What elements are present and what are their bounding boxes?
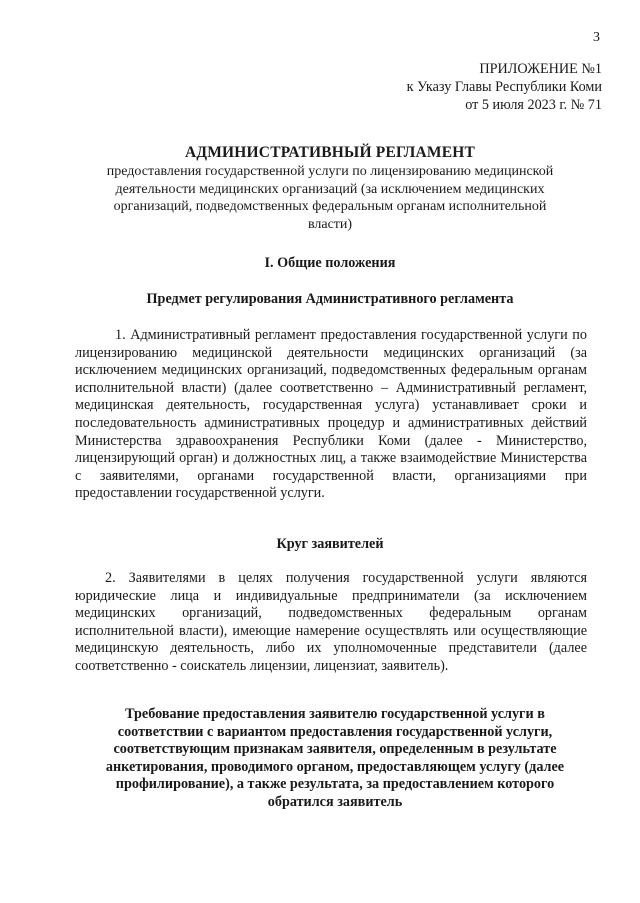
requirement-heading: Требование предоставления заявителю государственной услуги в соответствии с вариантом предоставления государственной услуги, соответствующим признакам заявителя, определенным в результате анкетирования, проводимого органом, предоставляющем услугу (далее профилирование), а также результата, за предоставлением которого обратился заявитель [105,706,565,810]
subheading-subject: Предмет регулирования Административного регламента [146,291,514,307]
appendix-line-2: к Указу Главы Республики Коми [406,79,602,95]
document-title: АДМИНИСТРАТИВНЫЙ РЕГЛАМЕНТ [184,144,476,161]
paragraph-1: 1. Административный регламент предоставления государственной услуги по лицензированию медицинской деятельности медицинских организаций (за исключением медицинских организаций, подведомственных федеральным органам исполнительной власти) (далее соответственно – Административный регламент, медицинская деятельность, государственная услуга) устанавливает сроки и последовательность административных процедур и административных действий Министерства здравоохранения Республики Коми (далее - Министерство, лицензирующий орган) и должностных лиц, а также взаимодействие Министерства с заявителями, органами государственной власти, организациями при предоставлении государственной услуги. [75,327,587,502]
appendix-line-1: ПРИЛОЖЕНИЕ №1 [479,61,602,77]
document-subtitle: предоставления государственной услуги по лицензированию медицинской деятельности медицинских организаций (за исключением медицинских организаций, подведомственных федеральным органам исполнительной власти) [106,164,554,232]
section-heading: I. Общие положения [264,255,396,271]
appendix-block [407,60,602,114]
subheading-applicants: Круг заявителей [276,536,384,552]
appendix-line-3: от 5 июля 2023 г. № 71 [465,97,602,113]
page-number: 3 [593,30,600,45]
paragraph-2: 2. Заявителями в целях получения государственной услуги являются юридические лица и индивидуальные предприниматели (за исключением медицинских организаций, подведомственных федеральным органам исполнительной власти), имеющие намерение осуществлять или осуществляющие медицинскую деятельность, либо их уполномоченные представители (далее соответственно - соискатель лицензии, лицензиат, заявитель). [75,570,587,674]
